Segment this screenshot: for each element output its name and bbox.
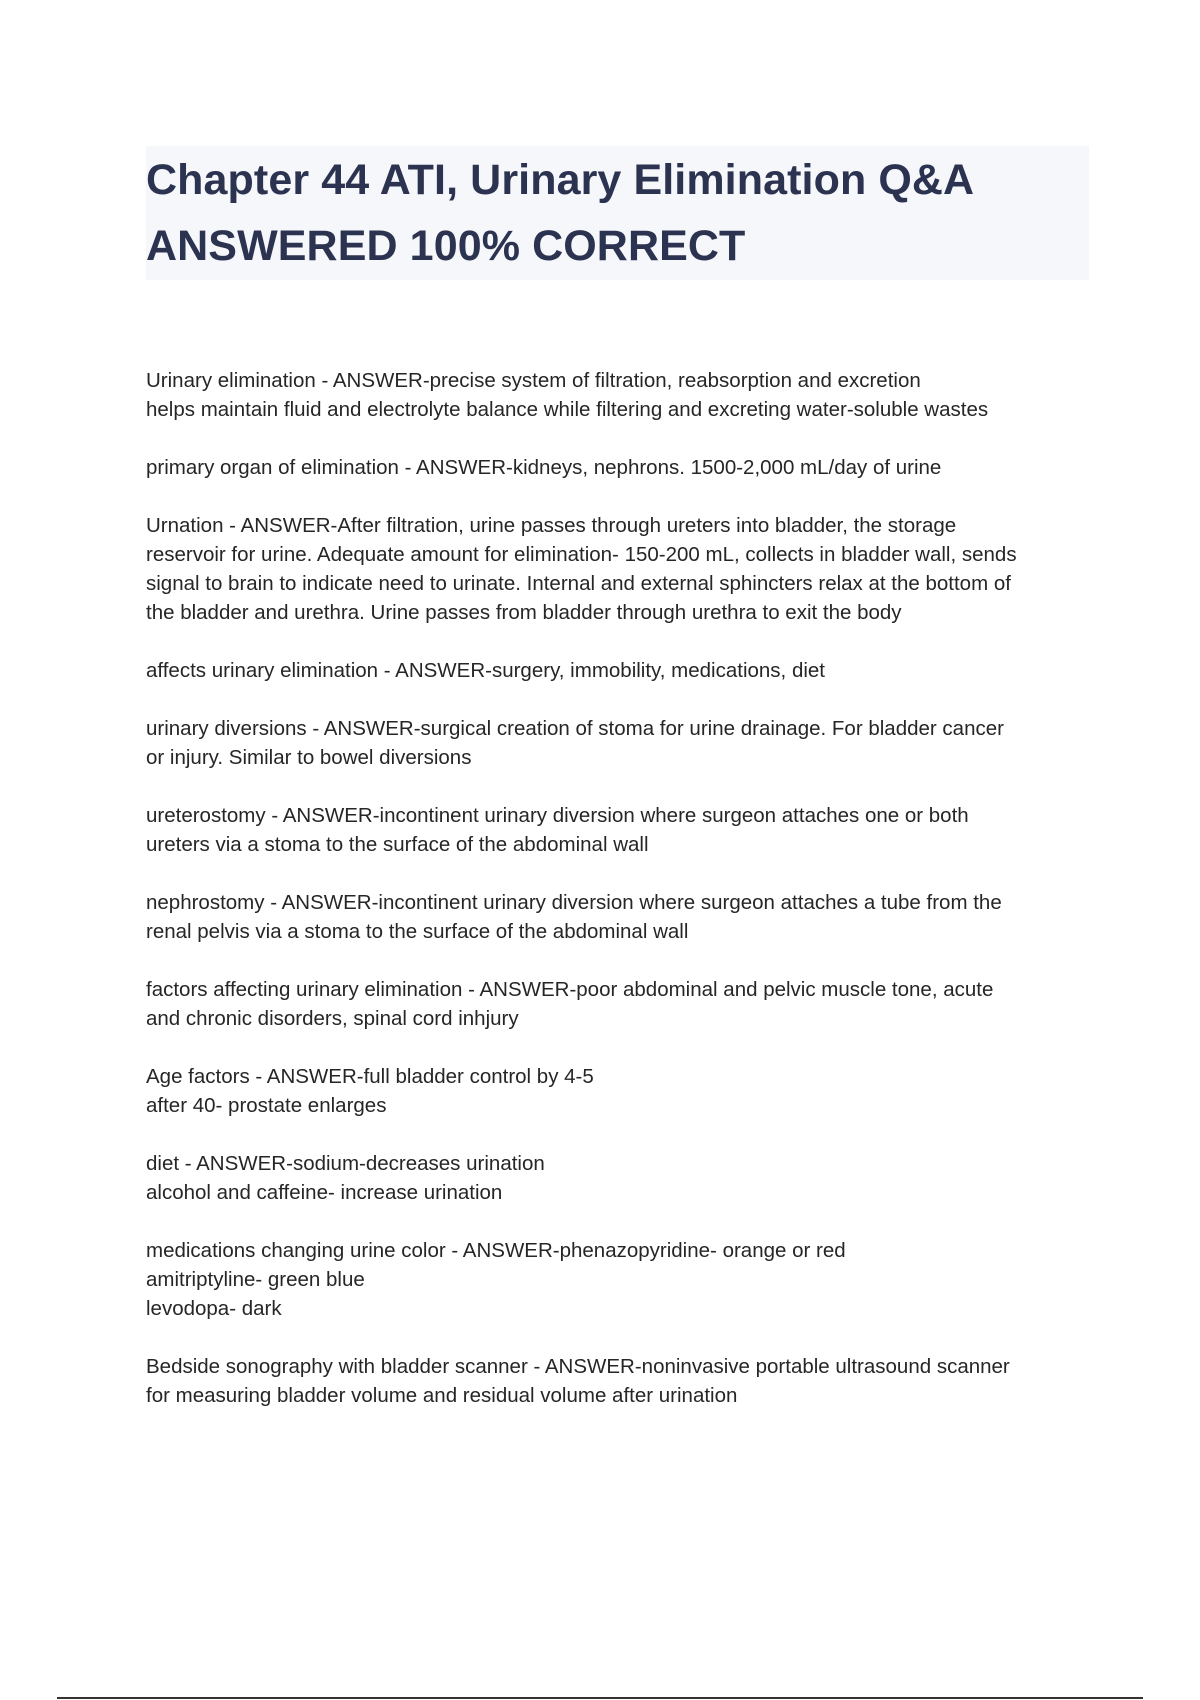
qa-entry-line: amitriptyline- green blue xyxy=(146,1268,365,1291)
qa-entry xyxy=(146,656,1096,685)
qa-entry-line: after 40- prostate enlarges xyxy=(146,1094,387,1117)
title-line-1: Chapter 44 ATI, Urinary Elimination Q&A xyxy=(146,156,975,204)
qa-entry-line: alcohol and caffeine- increase urination xyxy=(146,1181,503,1204)
qa-entry-line: Urinary elimination - ANSWER-precise system of filtration, reabsorption and excretion xyxy=(146,369,921,392)
qa-entry xyxy=(146,366,1096,424)
qa-entry-line: diet - ANSWER-sodium-decreases urination xyxy=(146,1152,545,1175)
qa-entry xyxy=(146,888,1096,946)
document-title xyxy=(146,146,1089,279)
qa-entry xyxy=(146,714,1096,772)
qa-entry-line: renal pelvis via a stoma to the surface of the abdominal wall xyxy=(146,920,689,943)
qa-entry xyxy=(146,1236,1096,1323)
footer-divider xyxy=(57,1697,1143,1699)
qa-entry-line: ureterostomy - ANSWER-incontinent urinary diversion where surgeon attaches one or both xyxy=(146,804,969,827)
qa-list xyxy=(146,366,1096,1439)
qa-entry xyxy=(146,1352,1096,1410)
qa-entry-line: Age factors - ANSWER-full bladder control by 4-5 xyxy=(146,1065,594,1088)
qa-entry xyxy=(146,511,1096,627)
qa-entry-line: ureters via a stoma to the surface of the abdominal wall xyxy=(146,833,649,856)
qa-entry-line: or injury. Similar to bowel diversions xyxy=(146,746,472,769)
qa-entry-line: and chronic disorders, spinal cord inhjury xyxy=(146,1007,519,1030)
qa-entry-line: levodopa- dark xyxy=(146,1297,282,1320)
title-line-2: ANSWERED 100% CORRECT xyxy=(146,222,746,270)
qa-entry-line: factors affecting urinary elimination - ANSWER-poor abdominal and pelvic muscle tone, acute xyxy=(146,978,994,1001)
qa-entry xyxy=(146,1149,1096,1207)
title-banner xyxy=(146,146,1089,280)
qa-entry xyxy=(146,453,1096,482)
qa-entry-line: primary organ of elimination - ANSWER-kidneys, nephrons. 1500-2,000 mL/day of urine xyxy=(146,456,942,479)
qa-entry-line: affects urinary elimination - ANSWER-surgery, immobility, medications, diet xyxy=(146,659,826,682)
qa-entry-line: medications changing urine color - ANSWER-phenazopyridine- orange or red xyxy=(146,1239,846,1262)
qa-entry-line: helps maintain fluid and electrolyte balance while filtering and excreting water-soluble wastes xyxy=(146,398,989,421)
qa-entry xyxy=(146,801,1096,859)
qa-entry-line: reservoir for urine. Adequate amount for elimination- 150-200 mL, collects in bladder wall, sends xyxy=(146,543,1017,566)
qa-entry-line: the bladder and urethra. Urine passes from bladder through urethra to exit the body xyxy=(146,601,902,624)
qa-entry-line: Urnation - ANSWER-After filtration, urine passes through ureters into bladder, the storage xyxy=(146,514,957,537)
qa-entry-line: for measuring bladder volume and residual volume after urination xyxy=(146,1384,738,1407)
qa-entry-line: nephrostomy - ANSWER-incontinent urinary diversion where surgeon attaches a tube from the xyxy=(146,891,1002,914)
qa-entry xyxy=(146,975,1096,1033)
qa-entry-line: Bedside sonography with bladder scanner - ANSWER-noninvasive portable ultrasound scanner xyxy=(146,1355,1010,1378)
qa-entry-line: signal to brain to indicate need to urinate. Internal and external sphincters relax at the bottom of xyxy=(146,572,1011,595)
qa-entry xyxy=(146,1062,1096,1120)
qa-entry-line: urinary diversions - ANSWER-surgical creation of stoma for urine drainage. For bladder cancer xyxy=(146,717,1004,740)
